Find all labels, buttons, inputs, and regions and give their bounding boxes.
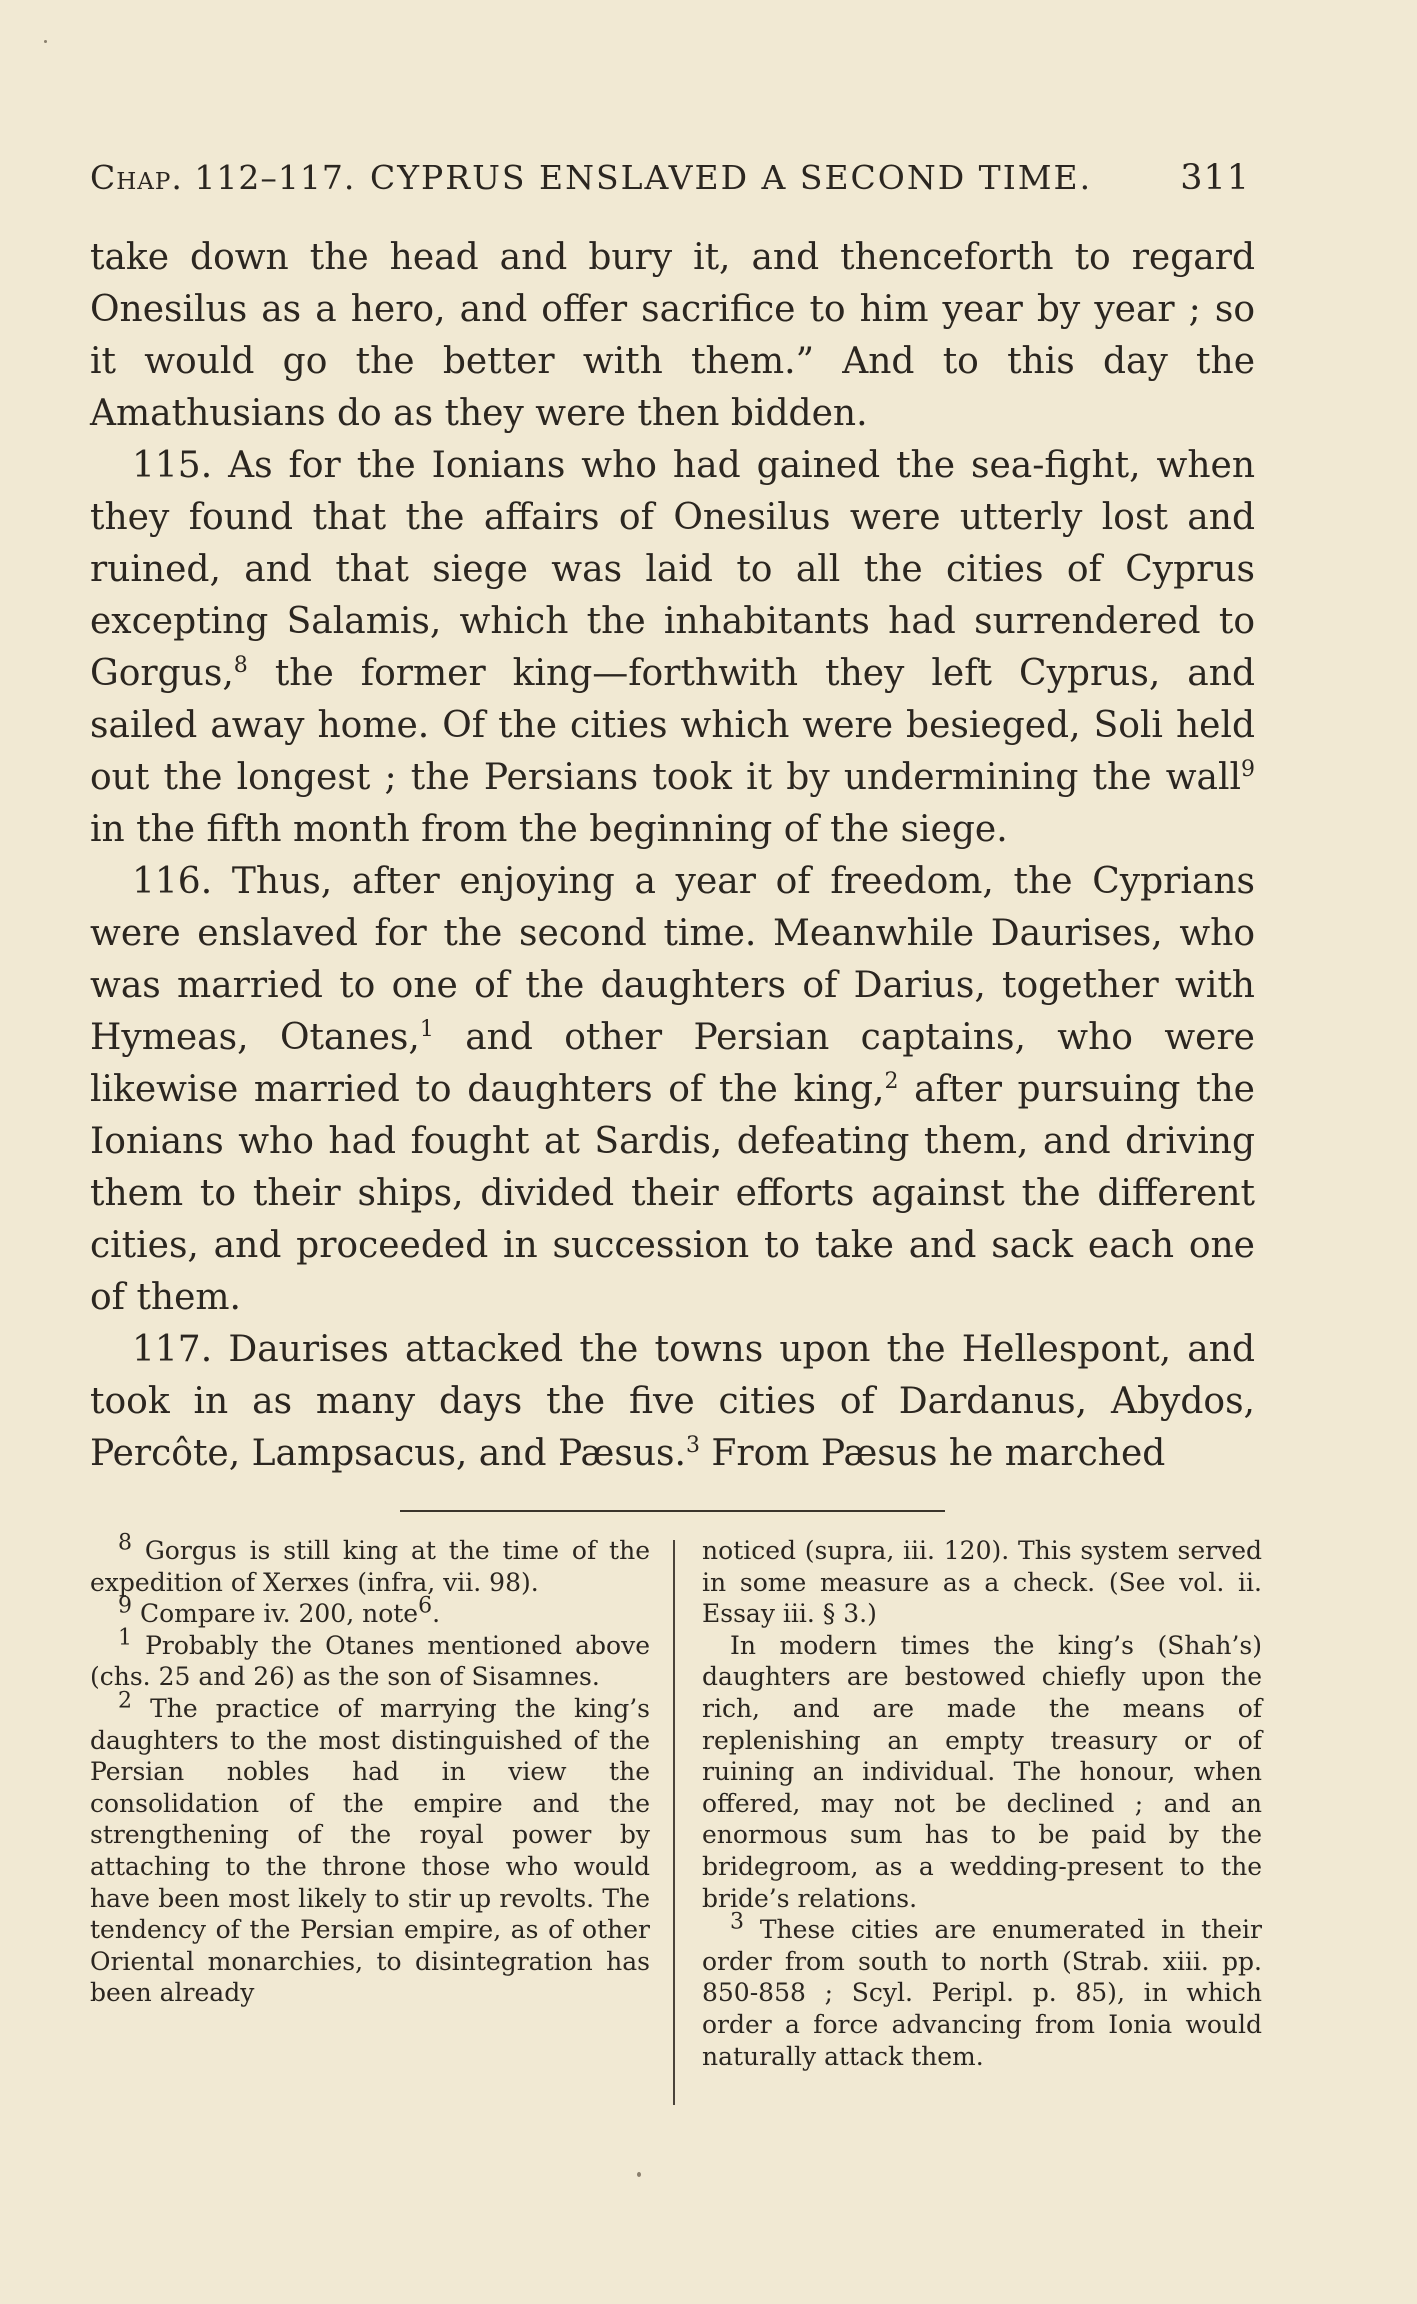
chapter-reference: Chap. 112–117.: [90, 158, 356, 197]
footnote-text: These cities are enumerated in their order from south to north (Strab. xiii. pp. 850-858 ; Scyl. Peripl. p. 85), in which order a force advancing from Ionia would naturally attack them.: [702, 1915, 1262, 2071]
footnotes-left-column: [90, 1530, 650, 2009]
footnote-text: Compare iv. 200, note: [132, 1599, 419, 1629]
paragraph-continuation: [90, 232, 1255, 440]
paragraph-text: after pursuing the Ionians who had fought at Sardis, defeating them, and driving them to their ships, divided their efforts against the different cities, and proceeded in succession to take and sack each one of them.: [90, 1069, 1255, 1318]
footnote-separator: [400, 1510, 945, 1512]
footnote-reference[interactable]: 9: [1241, 757, 1255, 782]
paragraph-117: [90, 1324, 1255, 1480]
footnote-2-continuation: [702, 1535, 1262, 1630]
main-text: [90, 232, 1255, 1480]
footnote-reference[interactable]: 3: [685, 1433, 700, 1458]
footnotes-right-column: [702, 1535, 1262, 2072]
paragraph-115: [90, 440, 1255, 856]
paragraph-text: 115. As for the Ionians who had gained the sea-fight, when they found that the affairs of Onesilus were utterly lost and ruined, and that siege was laid to all the cities of Cyprus excepting Salamis, which the inhabitants had surrendered to Gorgus,: [90, 445, 1255, 694]
paragraph-text: in the fifth month from the beginning of the siege.: [90, 809, 1008, 850]
footnote-9: [90, 1593, 650, 1630]
footnote-cross-reference: 6: [418, 1593, 433, 1619]
footnote-reference[interactable]: 2: [884, 1069, 899, 1094]
paragraph-text: the former king—forthwith they left Cyprus, and sailed away home. Of the cities which were besieged, Soli held out the longest ; the Persians took it by undermining the wall: [90, 653, 1255, 798]
page-title: CYPRUS ENSLAVED A SECOND TIME.: [370, 158, 1093, 197]
paragraph-116: [90, 856, 1255, 1324]
footnote-text: The practice of marrying the king’s daughters to the most distinguished of the Persian nobles had in view the consolidation of the empire and the strengthening of the royal power by attaching to the throne those who would have been most likely to stir up revolts. The tendency of the Persian empire, as of other Oriental monarchies, to disintegration has been already: [90, 1693, 650, 2008]
footnote-3: [702, 1909, 1262, 2072]
paper-speck: [44, 40, 47, 43]
paragraph-text: take down the head and bury it, and thenceforth to regard Onesilus as a hero, and offer sacrifice to him year by year ; so it would go the better with them.” And to this day the Amathusians do as they were then bidden.: [90, 237, 1255, 434]
paragraph-text: 117. Daurises attacked the towns upon the Hellespont, and took in as many days the five cities of Dardanus, Abydos, Percôte, Lampsacus, and Pæsus.: [90, 1329, 1255, 1474]
running-head: [90, 158, 1250, 202]
paragraph-text: and other Persian captains, who were likewise married to daughters of the king,: [90, 1017, 1255, 1110]
footnote-1: [90, 1625, 650, 1693]
paper-speck: [637, 2172, 641, 2177]
footnote-text: .: [432, 1599, 441, 1629]
footnote-marker: 9: [118, 1593, 132, 1619]
footnote-reference[interactable]: 1: [419, 1017, 434, 1042]
footnote-reference[interactable]: 8: [233, 653, 248, 678]
paragraph-text: From Pæsus he marched: [699, 1433, 1166, 1474]
footnote-text: noticed (supra, iii. 120). This system served in some measure as a check. (See vol. ii. Essay iii. § 3.): [702, 1536, 1262, 1629]
footnote-text: Gorgus is still king at the time of the expedition of Xerxes (infra, vii. 98).: [90, 1536, 650, 1597]
footnote-marker: 2: [118, 1688, 132, 1714]
footnote-text: In modern times the king’s (Shah’s) daughters are bestowed chiefly upon the rich, and are made the means of replenishing an empty treasury or of ruining an individual. The honour, when offered, may not be declined ; and an enormous sum has to be paid by the bridegroom, as a wedding-present to the bride’s relations.: [702, 1630, 1262, 1913]
footnote-2: [90, 1688, 650, 2009]
footnote-marker: 3: [730, 1909, 744, 1935]
page-number: 311: [1180, 158, 1250, 198]
footnote-marker: 1: [118, 1625, 132, 1651]
column-divider: [673, 1540, 675, 2105]
paragraph-text: 116. Thus, after enjoying a year of freedom, the Cyprians were enslaved for the second time. Meanwhile Daurises, who was married to one of the daughters of Darius, together with Hymeas, Otanes,: [90, 861, 1255, 1058]
footnote-2-paragraph: [702, 1630, 1262, 1914]
footnote-marker: 8: [118, 1530, 132, 1556]
footnote-text: Probably the Otanes mentioned above (chs. 25 and 26) as the son of Sisamnes.: [90, 1630, 650, 1692]
footnote-8: [90, 1530, 650, 1598]
